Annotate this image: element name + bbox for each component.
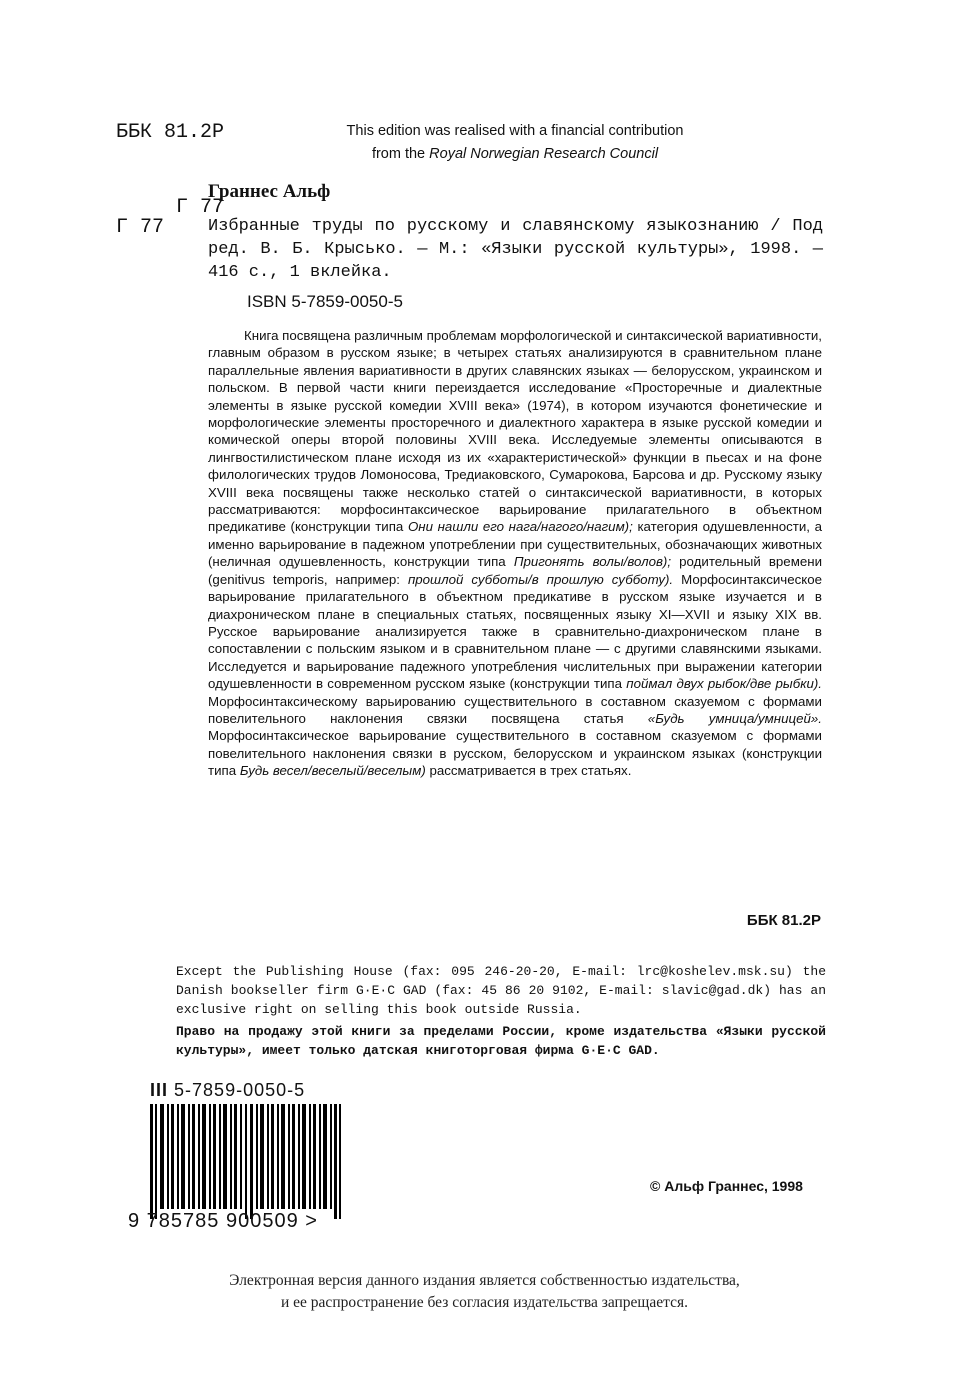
example-italic: поймал двух рыбок/две рыбки).: [626, 676, 822, 692]
barcode-bottom-digits: 9 785785 900509 >: [128, 1210, 318, 1232]
funding-line-2: [160, 143, 870, 166]
example-italic: «Будь умница/умницей».: [647, 710, 822, 726]
barcode-bars: [150, 1104, 341, 1219]
barcode-top-digits: 5-7859-0050-5: [174, 1080, 306, 1100]
abstract-text: Морфосинтаксическому варьированию существительного в составном сказуемом с формами повелительного наклонения связки посвящена статья: [208, 693, 822, 726]
electronic-version-notice: [100, 1270, 869, 1314]
distribution-note-en: Except the Publishing House (fax: 095 246-20-20, E-mail: lrc@koshelev.msk.su) the Danish bookseller firm G·E·C GAD (fax: 45 86 20 9102, E-mail: slavic@gad.dk) has an exclusive right on selling this book outside Russia.: [176, 964, 826, 1017]
bbk-index: ББК 81.2Р: [116, 121, 225, 144]
notice-line-1: Электронная версия данного издания является собственностью издательства,: [229, 1272, 740, 1289]
example-italic: Они нашли его нага/нагого/нагим);: [407, 519, 633, 535]
funding-prefix: from the: [371, 146, 430, 162]
abstract-text: Морфосинтаксическое варьирование существительного в составном сказуемом с формами повелительного наклонения связки в русском, белорусском и украинском языках (конструкции типа: [208, 728, 822, 779]
example-italic: Пригонять волы/волов);: [513, 554, 672, 570]
abstract-text: родительный времени (genitivus temporis, например:: [208, 554, 822, 587]
abstract-text: рассматривается в трех статьях.: [429, 763, 632, 779]
funding-line-1: This edition was realised with a financial contribution: [346, 123, 684, 139]
bbk-index-bottom: ББК 81.2Р: [746, 912, 821, 929]
entry-code: Г 77: [116, 216, 165, 239]
abstract-text: категория одушевленности, а именно варьирование в падежном употреблении при существительных, обозначающих животных (неличная одушевленность, конструкции типа: [208, 519, 823, 570]
distribution-note-ru: Право на продажу этой книги за пределами России, кроме издательства «Языки русской культуры», имеет только датская книготорговая фирма G·E·C GAD.: [176, 1024, 826, 1058]
barcode-isbn-text: III 5-7859-0050-5: [150, 1080, 306, 1100]
abstract-text: Морфосинтаксическое варьирование прилагательного в объектном предикативе в русском языке изучается и в диахроническом плане в специальных статьях, посвященных языку XI—XVII и языку XIX вв. Русское варьирование анализируется также в сравнительно-диахроническом плане в сопоставлении с польским языком и в сравнительном плане — с другими славянскими языками. Исследуется и варьирование падежного употребления числительных при выражении категории одушевленности в современном русском языке (конструкции типа: [208, 571, 823, 692]
isbn: ISBN 5-7859-0050-5: [247, 292, 403, 311]
notice-line-2: и ее распространение без согласия издательства запрещается.: [281, 1294, 688, 1311]
abstract: [208, 327, 822, 780]
funding-note: [160, 120, 870, 166]
abstract-paragraph: [208, 327, 822, 780]
example-italic: Будь весел/веселый/веселым): [239, 763, 426, 779]
example-italic: прошлой субботы/в прошлую субботу).: [407, 571, 674, 587]
copyright: © Альф Граннес, 1998: [650, 1178, 803, 1194]
author-code: Г 77: [176, 196, 225, 219]
bibliographic-description: Избранные труды по русскому и славянскому языкознанию / Под ред. В. Б. Крысько. — М.: «Языки русской культуры», 1998. — 416 с., 1 вклейка.: [208, 217, 823, 282]
author-name: Граннес Альф: [208, 181, 331, 202]
abstract-text: Книга посвящена различным проблемам морфологической и синтаксической вариативности, главным образом в русском языке; в четырех статьях анализируются в сравнительном плане параллельные явления вариативности в других славянских языках — белорусском, украинском и польском. В первой части книги переиздается исследование «Просторечные и диалектные элементы в языке русской комедии XVIII века» (1974), в котором изучаются фонетические и морфологические элементы просторечного и диалектного характера в языке русской комедии и комической оперы второй половины XVIII века. Исследуемые элементы описываются в лингвостилистическом плане исходя из их «характеристической» функции в пьесах и на фоне филологических трудов Ломоносова, Тредиаковского, Сумарокова, Барсова и др. Русскому языку XVIII века посвящены также несколько статей о синтаксической вариативности, в которых рассматриваются: морфосинтаксическое варьирование прилагательного в объектном предикативе (конструкции типа: [208, 328, 822, 535]
funding-council: Royal Norwegian Research Council: [429, 146, 659, 162]
